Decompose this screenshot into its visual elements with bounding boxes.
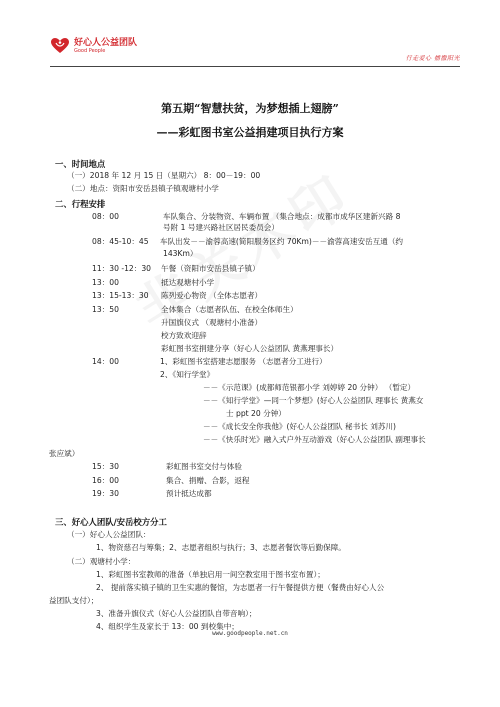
section-item: （一）2018 年 12 月 15 日（星期六） 8：00－19：00 xyxy=(67,171,261,180)
section-item: 1、物资慈召与筹集；2、志愿者组织与执行；3、志愿者餐饮等后勤保障。 xyxy=(96,543,346,552)
schedule-text: 陈列爱心物资 （全体志愿者） xyxy=(161,291,263,300)
organization-logo xyxy=(50,36,137,56)
header-divider xyxy=(50,66,460,67)
schedule-time: 19：30 xyxy=(92,489,119,498)
document-title: 第五期“智慧扶贫，为梦想插上翅膀” xyxy=(161,102,339,115)
section-item: 4、组织学生及家长于 13：00 到校集中； xyxy=(96,622,239,631)
section-heading-division: 三、好心人团队/安岳校方分工 xyxy=(55,517,167,527)
heart-hands-icon xyxy=(50,36,70,56)
schedule-time: 14：00 xyxy=(92,357,119,366)
schedule-text: 校方致欢迎辞 xyxy=(161,331,207,340)
schedule-text: 全体集合（志愿者队伍、在校全体师生） xyxy=(161,305,298,314)
schedule-text: 车队出发－－渝蓉高速(简阳服务区约 70Km)－－渝蓉高速安岳互通（约 xyxy=(160,237,404,246)
schedule-time: 11：30 -12：30 xyxy=(92,264,151,273)
schedule-text: 车队集合、分装物资、车辆布置 （集合地点：成都市成华区建新兴路 8 xyxy=(163,212,401,221)
schedule-text: 升国旗仪式 （观塘村小准备） xyxy=(161,318,263,327)
schedule-text: 抵达观塘村小学 xyxy=(161,278,215,287)
section-heading-itinerary: 二、行程安排 xyxy=(55,199,106,209)
schedule-text: 张应斌） xyxy=(49,449,80,458)
schedule-time: 13：00 xyxy=(92,278,119,287)
section-heading-time-place: 一、时间地点 xyxy=(55,159,106,169)
schedule-text: 预计抵达成都 xyxy=(166,489,212,498)
schedule-text: 2、《知行学堂》 xyxy=(160,370,215,379)
schedule-text: 集合、捐赠、合影，返程 xyxy=(166,476,250,485)
schedule-text: －－《成长安全你我他》(好心人公益团队 秘书长 刘苏川) xyxy=(203,422,396,431)
schedule-time: 13：50 xyxy=(92,305,119,314)
schedule-text: －－《知行学堂》—同一个梦想》(好心人公益团队 理事长 黄燕女 xyxy=(203,396,424,405)
schedule-time: 13：15-13：30 xyxy=(92,291,149,300)
footer-website: www.goodpeople.net.cn xyxy=(212,630,288,637)
schedule-text: 1、彩虹图书室搭建志愿服务 （志愿者分工进行） xyxy=(160,357,327,366)
section-item: 2、 提前落实镇子镇的卫生实惠的餐馆，为志愿者一行午餐提供方便（餐费由好心人公 xyxy=(96,583,385,592)
section-item: 1、彩虹图书室教师的准备（单独启用一间空教室用于图书室布置）； xyxy=(96,570,325,579)
section-subheading: （二）观塘村小学： xyxy=(67,557,136,566)
section-item: 3、准备升旗仪式（好心人公益团队自带音响）； xyxy=(96,609,257,618)
section-item: （二）地点：资阳市安岳县镇子镇观塘村小学 xyxy=(67,184,219,193)
schedule-text: 彩虹图书室交付与体验 xyxy=(166,462,242,471)
schedule-time: 08：00 xyxy=(92,212,119,221)
logo-chinese-name: 好心人公益团队 xyxy=(74,37,138,48)
document-subtitle: ——彩虹图书室公益捐建项目执行方案 xyxy=(156,126,344,139)
header-slogan: 行走爱心 播撒阳光 xyxy=(405,55,460,62)
schedule-text: 彩虹图书室捐建分享（好心人公益团队 黄燕理事长） xyxy=(161,344,339,353)
section-subheading: （一）好心人公益团队： xyxy=(67,530,151,539)
section-item: 益团队支付）； xyxy=(49,596,99,605)
schedule-time: 08：45-10：45 xyxy=(92,237,149,246)
schedule-text: 午餐（资阳市安岳县镇子镇） xyxy=(161,264,260,273)
schedule-text: 号附 1 号建兴路社区居民委员会） xyxy=(163,223,279,232)
schedule-text: 士 ppt 20 分钟） xyxy=(226,409,286,418)
schedule-text: －－《示范课》(成都师范银都小学 刘婷婷 20 分钟） （暂定） xyxy=(203,383,416,392)
schedule-text: －－《快乐时光》融入式户外互动游戏（好心人公益团队 副理事长 xyxy=(203,435,426,444)
schedule-time: 16：00 xyxy=(92,476,119,485)
schedule-text: 143Km） xyxy=(163,249,198,258)
logo-english-name: Good People xyxy=(74,47,106,54)
schedule-time: 15：30 xyxy=(92,462,119,471)
